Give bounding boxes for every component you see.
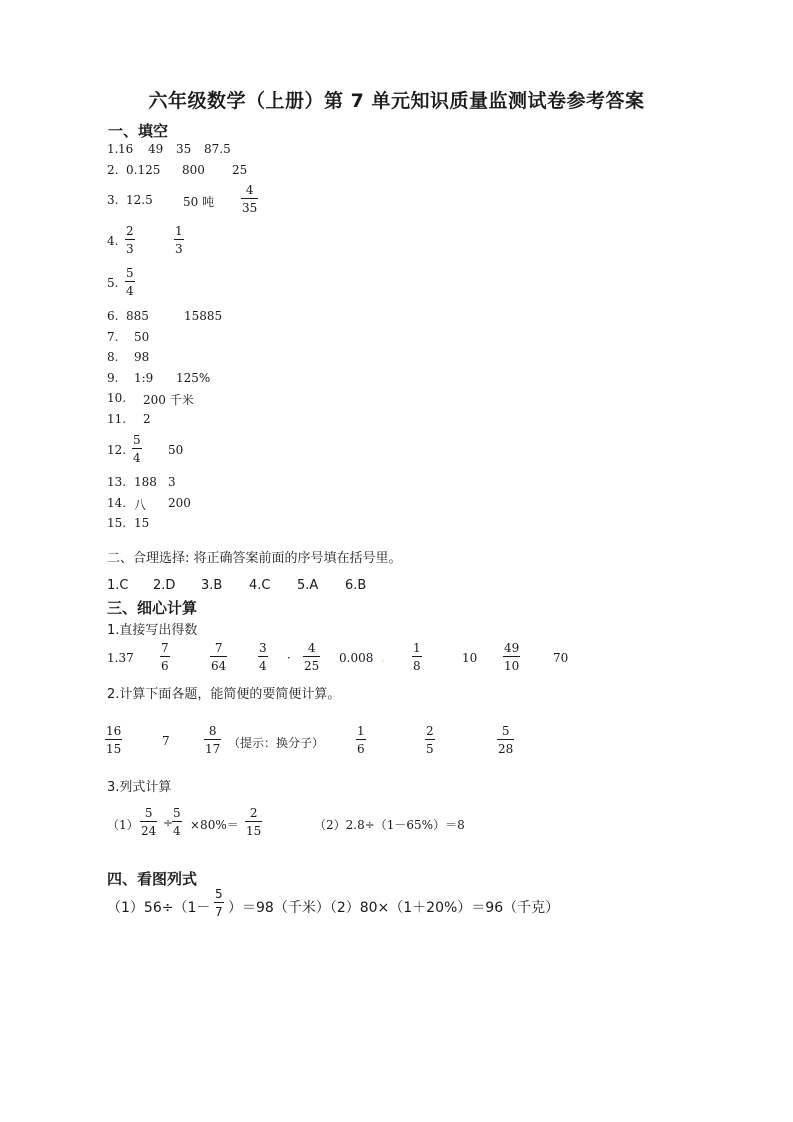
answer-value: 200 千米 bbox=[143, 393, 194, 407]
fraction: 5 4 bbox=[126, 266, 134, 298]
answer-value: 0.008 bbox=[339, 651, 374, 665]
answer-value: 87.5 bbox=[204, 142, 231, 156]
divide-operator: ÷ bbox=[163, 816, 174, 830]
answer-value: 2 bbox=[143, 412, 151, 426]
fraction: 49 10 bbox=[504, 641, 520, 673]
expression-text: ×80%＝ bbox=[190, 818, 239, 832]
answer-value: 1.37 bbox=[107, 651, 134, 665]
item-label: 8. bbox=[107, 350, 119, 364]
fraction: 3 4 bbox=[259, 641, 267, 673]
separator-dot: · bbox=[287, 651, 291, 665]
answer-value: 200 bbox=[168, 496, 191, 510]
fraction: 7 64 bbox=[211, 641, 227, 673]
subsection-heading-simplify: 2.计算下面各题，能简便的要简便计算。 bbox=[107, 687, 341, 702]
fraction: 1 8 bbox=[413, 641, 421, 673]
item-label: 11. bbox=[107, 412, 127, 426]
answer-value: 800 bbox=[182, 163, 205, 177]
fraction: 1 3 bbox=[175, 224, 183, 256]
answer-value: 15 bbox=[134, 516, 150, 530]
item-label: 14. bbox=[107, 496, 127, 510]
expression-text: ）＝98（千米）（2）80×（1＋20%）＝96（千克） bbox=[228, 900, 560, 916]
answer-value: 7 bbox=[162, 734, 170, 748]
section-heading-picture: 四、看图列式 bbox=[107, 870, 198, 888]
item-label: 6. bbox=[107, 309, 119, 323]
expression-q2: （2）2.8÷（1－65%）＝8 bbox=[314, 818, 465, 832]
fraction: 2 3 bbox=[126, 224, 134, 256]
item-label: 13. bbox=[107, 475, 127, 489]
answer-value: 98 bbox=[134, 350, 150, 364]
fraction: 1 6 bbox=[357, 724, 365, 756]
item-label: 12. bbox=[107, 443, 127, 457]
item-label: 4. bbox=[107, 234, 119, 248]
fraction: 5 28 bbox=[498, 724, 514, 756]
answer-value: 35 bbox=[176, 142, 192, 156]
choice-answer: 6.B bbox=[345, 578, 367, 593]
answer-value: 50 吨 bbox=[183, 195, 215, 209]
section-heading-multiple-choice: 二、合理选择: 将正确答案前面的序号填在括号里。 bbox=[107, 551, 402, 566]
fraction: 2 5 bbox=[426, 724, 434, 756]
item-label: 5. bbox=[107, 276, 119, 290]
answer-value: 12.5 bbox=[126, 193, 153, 207]
fraction: 4 25 bbox=[304, 641, 320, 673]
answer-value: 70 bbox=[553, 651, 569, 665]
answer-value: 125% bbox=[176, 371, 211, 385]
item-label: 3. bbox=[107, 193, 119, 207]
answer-value: 885 bbox=[126, 309, 149, 323]
subsection-heading-expression: 3.列式计算 bbox=[107, 780, 172, 795]
item-label: 1. bbox=[107, 142, 119, 156]
section-heading-calculation: 三、细心计算 bbox=[107, 599, 198, 617]
answer-value: 188 bbox=[134, 475, 157, 489]
fraction: 8 17 bbox=[205, 724, 221, 756]
choice-answer: 3.B bbox=[201, 578, 223, 593]
answer-value: 49 bbox=[148, 142, 164, 156]
answer-value: 八 bbox=[134, 498, 147, 512]
answer-value: 50 bbox=[134, 330, 150, 344]
choice-answer: 2.D bbox=[153, 578, 176, 593]
fraction: 16 15 bbox=[106, 724, 122, 756]
item-label: 2. bbox=[107, 163, 119, 177]
item-label: 7. bbox=[107, 330, 119, 344]
hint-text: （提示：换分子） bbox=[228, 736, 325, 750]
fraction: 2 15 bbox=[246, 806, 262, 838]
answer-value: 25 bbox=[232, 163, 248, 177]
choice-answer: 4.C bbox=[249, 578, 271, 593]
expression-text: （1）56÷（1－ bbox=[107, 900, 211, 916]
item-label: 9. bbox=[107, 371, 119, 385]
fraction: 7 6 bbox=[161, 641, 169, 673]
answer-value: 16 bbox=[118, 142, 134, 156]
answer-value: 15885 bbox=[184, 309, 223, 323]
answer-value: 3 bbox=[168, 475, 176, 489]
page-title: 六年级数学（上册）第 7 单元知识质量监测试卷参考答案 bbox=[148, 90, 645, 112]
answer-value: 10 bbox=[462, 651, 478, 665]
separator-dot: . bbox=[381, 651, 385, 665]
answer-value: 1:9 bbox=[134, 371, 154, 385]
choice-answer: 5.A bbox=[297, 578, 319, 593]
fraction: 5 24 bbox=[141, 806, 157, 838]
fraction: 4 35 bbox=[242, 183, 258, 215]
choice-answer: 1.C bbox=[107, 578, 129, 593]
answer-value: 50 bbox=[168, 443, 184, 457]
fraction: 5 4 bbox=[173, 806, 181, 838]
fraction: 5 7 bbox=[215, 887, 223, 919]
item-label: 10. bbox=[107, 391, 127, 405]
subsection-heading-direct: 1.直接写出得数 bbox=[107, 623, 198, 638]
section-heading-fill-in: 一、填空 bbox=[108, 122, 169, 140]
question-label: （1） bbox=[107, 818, 139, 832]
fraction: 5 4 bbox=[133, 433, 141, 465]
answer-value: 0.125 bbox=[126, 163, 161, 177]
item-label: 15. bbox=[107, 516, 127, 530]
